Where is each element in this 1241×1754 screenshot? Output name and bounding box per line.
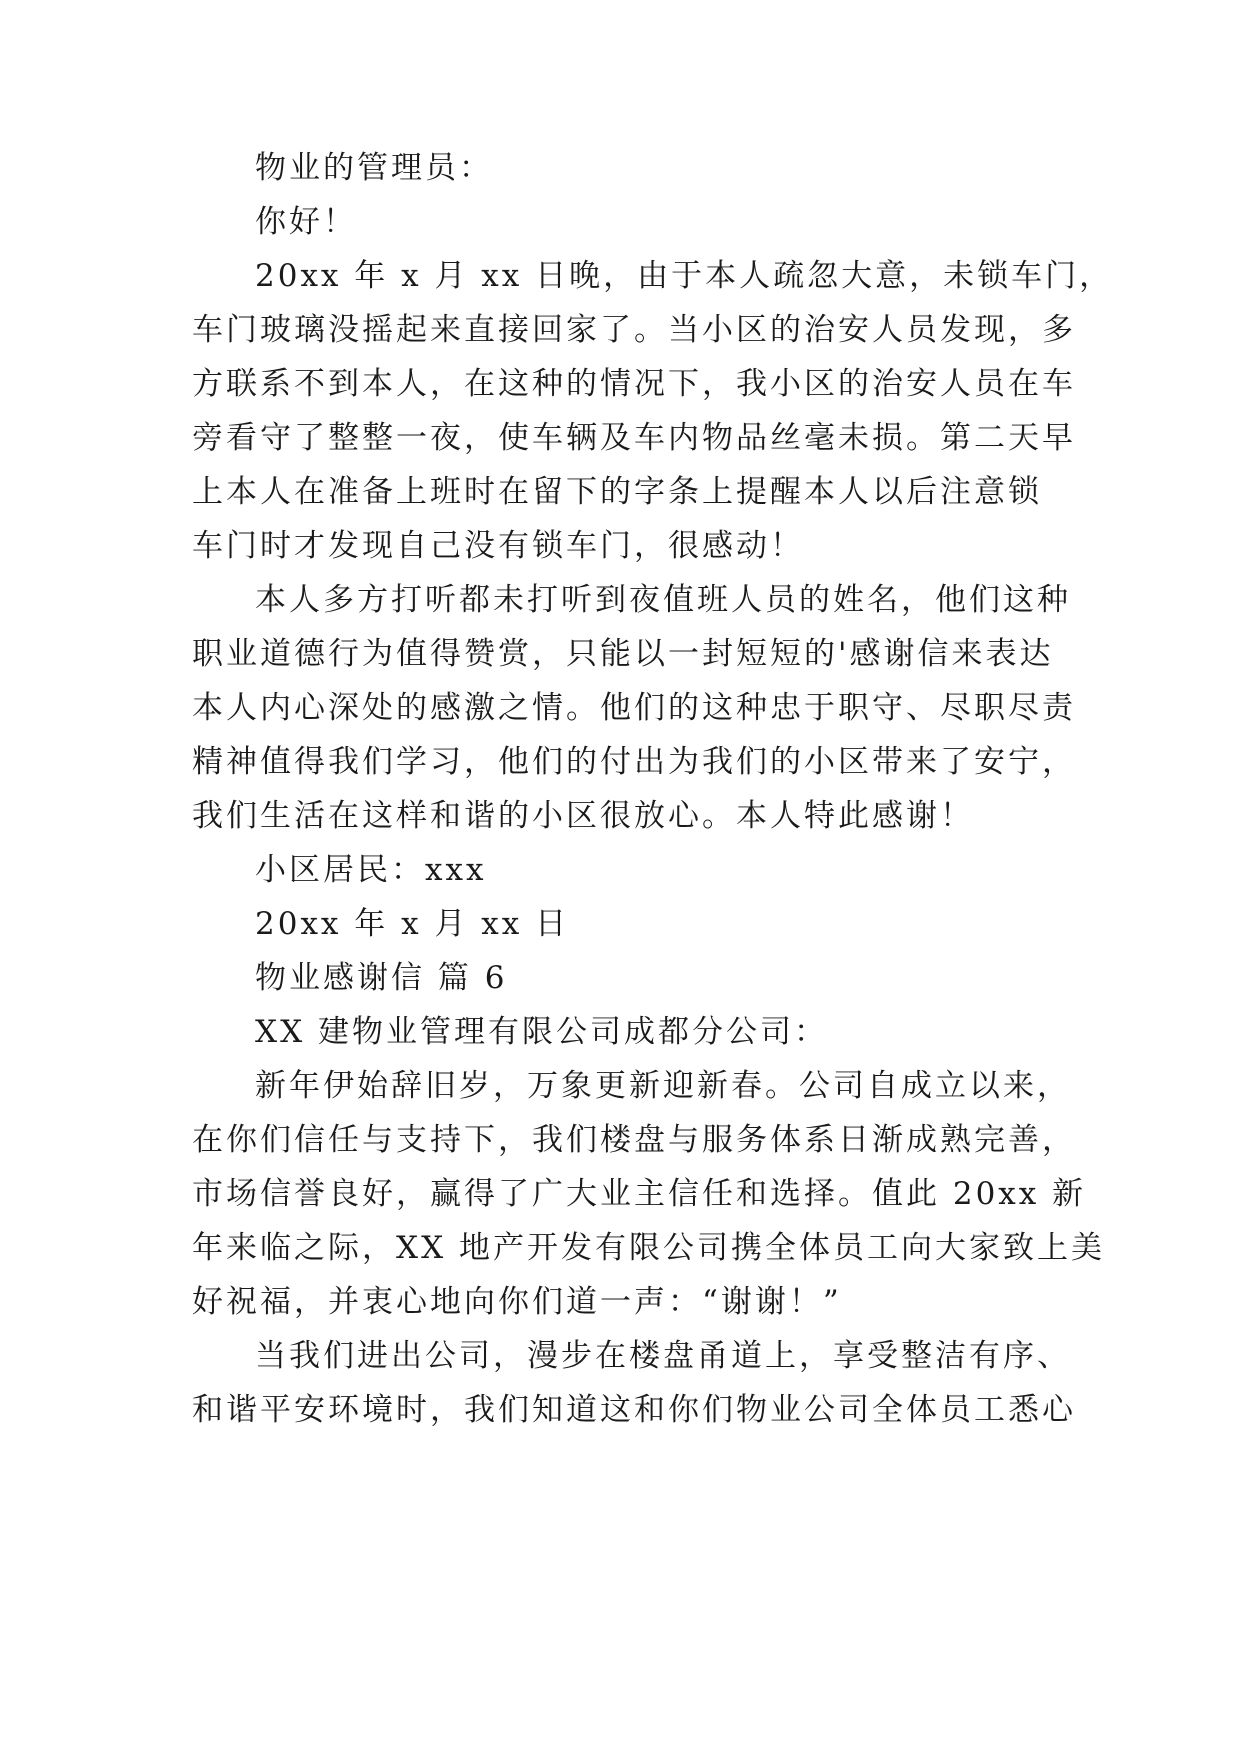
paragraph-line: 车门时才发现自己没有锁车门，很感动！	[192, 528, 804, 564]
salutation: 物业的管理员：	[255, 150, 493, 186]
paragraph-line: 年来临之际，XX 地产开发有限公司携全体员工向大家致上美	[192, 1230, 1105, 1266]
paragraph-line: 和谐平安环境时，我们知道这和你们物业公司全体员工悉心	[192, 1392, 1076, 1428]
greeting: 你好！	[255, 204, 357, 240]
paragraph-line: 我们生活在这样和谐的小区很放心。本人特此感谢！	[192, 798, 974, 834]
paragraph-line: 20xx 年 x 月 xx 日晚，由于本人疏忽大意，未锁车门，	[255, 258, 1114, 294]
recipient-line: XX 建物业管理有限公司成都分公司：	[255, 1014, 828, 1050]
signature: 小区居民：xxx	[255, 852, 487, 888]
paragraph-line: 本人内心深处的感激之情。他们的这种忠于职守、尽职尽责	[192, 690, 1076, 726]
paragraph-line: 在你们信任与支持下，我们楼盘与服务体系日渐成熟完善，	[192, 1122, 1076, 1158]
paragraph-line: 好祝福，并衷心地向你们道一声：“谢谢！”	[192, 1284, 842, 1320]
paragraph-line: 市场信誉良好，赢得了广大业主信任和选择。值此 20xx 新	[192, 1176, 1087, 1212]
paragraph-line: 新年伊始辞旧岁，万象更新迎新春。公司自成立以来，	[255, 1068, 1071, 1104]
paragraph-line: 旁看守了整整一夜，使车辆及车内物品丝毫未损。第二天早	[192, 420, 1076, 456]
paragraph-line: 精神值得我们学习，他们的付出为我们的小区带来了安宁，	[192, 744, 1076, 780]
date-line: 20xx 年 x 月 xx 日	[255, 906, 570, 942]
paragraph-line: 当我们进出公司，漫步在楼盘甬道上，享受整洁有序、	[255, 1338, 1071, 1374]
paragraph-line: 上本人在准备上班时在留下的字条上提醒本人以后注意锁	[192, 474, 1042, 510]
paragraph-line: 方联系不到本人，在这种的情况下，我小区的治安人员在车	[192, 366, 1076, 402]
section-title: 物业感谢信 篇 6	[255, 960, 508, 996]
paragraph-line: 职业道德行为值得赞赏，只能以一封短短的'感谢信来表达	[192, 636, 1054, 672]
paragraph-line: 本人多方打听都未打听到夜值班人员的姓名，他们这种	[255, 582, 1071, 618]
paragraph-line: 车门玻璃没摇起来直接回家了。当小区的治安人员发现，多	[192, 312, 1076, 348]
